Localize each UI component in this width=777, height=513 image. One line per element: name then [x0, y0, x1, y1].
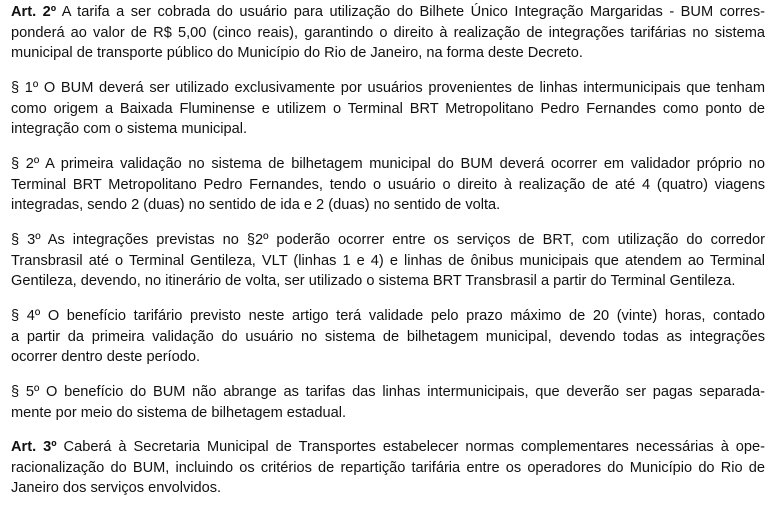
text-line: § 3º As integrações previstas no §2º poderão ocorrer entre os serviços de BRT, com utilização do corredor	[11, 232, 765, 248]
text-line: Art. 2º A tarifa a ser cobrada do usuário para utilização do Bilhete Único Integração Margaridas - BUM corres-	[11, 4, 765, 20]
article-3-caput	[11, 437, 765, 513]
text-line: como origem a Baixada Fluminense e utilizem o Terminal BRT Metropolitano Pedro Fernandes como ponto de	[11, 100, 765, 117]
decree-text	[11, 2, 765, 513]
text-line: municipal de transporte público do Município do Rio de Janeiro, na forma deste Decreto.	[11, 45, 583, 61]
text-line: § 5º O benefício do BUM não abrange as tarifas das linhas intermunicipais, que deverão ser pagas separada-	[11, 384, 765, 400]
text-line: ocorrer dentro deste período.	[11, 349, 201, 365]
article-2-paragraph-3	[11, 230, 765, 306]
article-2-paragraph-4	[11, 306, 765, 382]
text-line: integradas, sendo 2 (duas) no sentido de ida e 2 (duas) no sentido de volta.	[11, 197, 501, 213]
article-2-paragraph-5	[11, 382, 765, 437]
text-line: Gentileza, devendo, no itinerário de volta, ser utilizado o sistema BRT Transbrasil a partir do Terminal Gentileza.	[11, 273, 736, 289]
text-line: Terminal BRT Metropolitano Pedro Fernandes, tendo o usuário o direito à realização de até 4 (quatro) viagens	[11, 176, 765, 193]
text-line: a partir da primeira validação do usuário no sistema de bilhetagem municipal, devendo todas as integrações	[11, 328, 765, 345]
text-line: ponderá ao valor de R$ 5,00 (cinco reais), garantindo o direito à realização de integrações tarifárias no sistema	[11, 24, 765, 41]
text-line: § 2º A primeira validação no sistema de bilhetagem municipal do BUM deverá ocorrer em validador próprio no	[11, 156, 765, 172]
article-2-paragraph-1	[11, 78, 765, 154]
text-line: Janeiro dos serviços envolvidos.	[11, 480, 222, 496]
text-line: racionalização do BUM, incluindo os critérios de repartição tarifária entre os operadores do Município do Rio de	[11, 459, 765, 476]
text-line: mente por meio do sistema de bilhetagem estadual.	[11, 404, 347, 421]
text-line: Transbrasil até o Terminal Gentileza, VLT (linhas 1 e 4) e linhas de ônibus municipais que atendem ao Terminal	[11, 252, 765, 269]
article-2-caput	[11, 2, 765, 78]
text-line: § 4º O benefício tarifário previsto neste artigo terá validade pelo prazo máximo de 20 (vinte) horas, contado	[11, 308, 765, 324]
text-line: Art. 3º Caberá à Secretaria Municipal de Transportes estabelecer normas complementares necessárias à ope-	[11, 439, 765, 455]
article-number: Art. 3º	[11, 439, 57, 455]
article-number: Art. 2º	[11, 4, 57, 20]
text-line: integração com o sistema municipal.	[11, 121, 248, 137]
article-2-paragraph-2	[11, 154, 765, 230]
text-line: § 1º O BUM deverá ser utilizado exclusivamente por usuários provenientes de linhas intermunicipais que tenham	[11, 80, 765, 96]
